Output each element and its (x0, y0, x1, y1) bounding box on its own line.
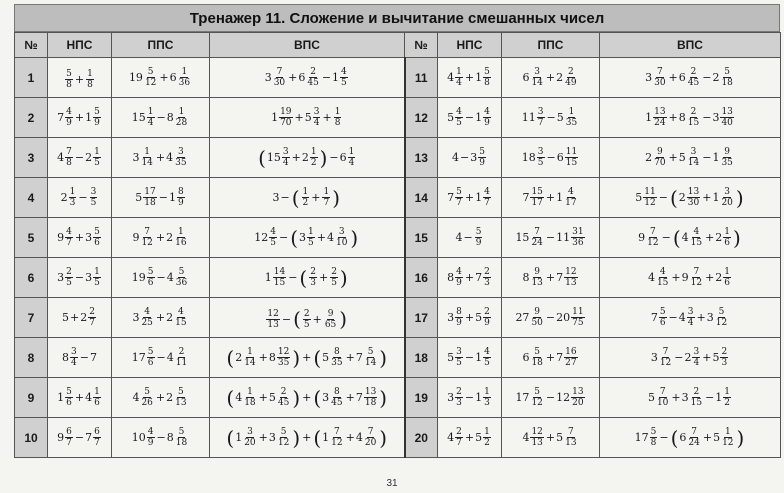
expression-pps: 3 1 14 + 4 3 35 (112, 138, 210, 178)
expression-pps: 3 4 25 + 2 4 15 (112, 298, 210, 338)
exercise-number: 7 (15, 298, 48, 338)
expression-vps: ( 15 3 4 + 2 1 2 ) − 6 1 4 (210, 138, 405, 178)
expression-nps: 5 3 5 − 1 4 5 (438, 338, 502, 378)
expression-vps: 12 13 − ( 2 5 + $\frac{9}{65}$ ) (210, 298, 405, 338)
expression-nps: 9 4 7 + 3 5 6 (48, 218, 112, 258)
expression-vps: 1 14 15 − ( 2 3 + $\frac{2}{5}$ ) (210, 258, 405, 298)
expression-vps: 12 4 5 − ( 3 1 5 + 4 3 10 ) (210, 218, 405, 258)
exercise-number: 20 (405, 418, 438, 458)
exercise-number: 5 (15, 218, 48, 258)
expression-nps: 7 5 7 + 1 4 7 (438, 178, 502, 218)
table-row (15, 218, 781, 258)
expression-vps: 1 13 24 + 8 2 15 − 3 13 40 (600, 98, 781, 138)
page-number: 31 (386, 478, 398, 489)
expression-nps: 8 3 4 − 7 (48, 338, 112, 378)
header-vps-left: ВПС (210, 33, 405, 58)
expression-pps: 6 3 14 + 2 2 49 (502, 58, 600, 98)
header-pps-right: ППС (502, 33, 600, 58)
expression-nps: 4 1 4 + 1 5 8 (438, 58, 502, 98)
exercise-number: 16 (405, 258, 438, 298)
expression-nps: 4 − 3 5 9 (438, 138, 502, 178)
table-row (15, 418, 781, 458)
expression-vps: 5 7 10 + 3 2 15 − 1 1 2 (600, 378, 781, 418)
expression-pps: 15 7 24 − 11 31 36 (502, 218, 600, 258)
expression-vps: ( 4 1 18 + 5 2 45 ) + ( 3 8 45 + 7 13 18 ) (210, 378, 405, 418)
exercise-number: 17 (405, 298, 438, 338)
table-row (15, 98, 781, 138)
expression-nps: 3 8 9 + 5 2 9 (438, 298, 502, 338)
expression-nps: 4 7 8 − 2 1 5 (48, 138, 112, 178)
exercise-number: 18 (405, 338, 438, 378)
expression-vps: 3 7 30 + 6 2 45 − 2 5 18 (600, 58, 781, 98)
expression-nps: 1 5 6 + 4 1 6 (48, 378, 112, 418)
header-num-left: № (15, 33, 48, 58)
expression-pps: 4 12 13 + 5 7 13 (502, 418, 600, 458)
page-title: Тренажер 11. Сложение и вычитание смешанных чисел (14, 4, 780, 32)
expression-vps: 2 9 70 + 5 3 14 − 1 9 35 (600, 138, 781, 178)
expression-vps: 3 − ( 1 2 + $\frac{1}{7}$ ) (210, 178, 405, 218)
expression-vps: ( 2 1 14 + 8 12 35 ) + ( 5 8 35 + 7 5 14 ) (210, 338, 405, 378)
exercise-number: 4 (15, 178, 48, 218)
table-row (15, 138, 781, 178)
expression-vps: 17 5 8 − ( 6 7 24 + 5 1 12 ) (600, 418, 781, 458)
expression-pps: 8 9 13 + 7 12 13 (502, 258, 600, 298)
expression-pps: 17 5 12 − 12 13 20 (502, 378, 600, 418)
expression-nps: 4 2 7 + 5 1 2 (438, 418, 502, 458)
exercise-number: 12 (405, 98, 438, 138)
expression-nps: 3 2 5 − 3 1 5 (48, 258, 112, 298)
exercise-number: 8 (15, 338, 48, 378)
expression-vps: 5 11 12 − ( 2 13 30 + 1 3 20 ) (600, 178, 781, 218)
exercise-number: 10 (15, 418, 48, 458)
expression-pps: 27 9 50 − 20 11 75 (502, 298, 600, 338)
header-pps-left: ППС (112, 33, 210, 58)
expression-vps: 3 7 12 − 2 3 4 + 5 2 3 (600, 338, 781, 378)
expression-pps: 11 3 7 − 5 1 35 (502, 98, 600, 138)
expression-vps: 3 7 30 + 6 2 45 − 1 4 5 (210, 58, 405, 98)
exercise-number: 13 (405, 138, 438, 178)
expression-nps: 2 1 3 − $\frac{3}{5}$ (48, 178, 112, 218)
header-row (15, 33, 781, 58)
exercise-number: 19 (405, 378, 438, 418)
expression-pps: 19 5 6 − 4 5 36 (112, 258, 210, 298)
expression-vps: 1 19 70 + 5 3 4 + $\frac{1}{8}$ (210, 98, 405, 138)
expression-pps: 17 5 6 − 4 2 11 (112, 338, 210, 378)
table-row (15, 378, 781, 418)
exercise-number: 9 (15, 378, 48, 418)
expression-vps: 4 4 15 + 9 7 12 + 2 1 6 (600, 258, 781, 298)
expression-vps: 9 7 12 − ( 4 4 15 + 2 1 6 ) (600, 218, 781, 258)
table-row (15, 298, 781, 338)
header-nps-right: НПС (438, 33, 502, 58)
header-num-right: № (405, 33, 438, 58)
header-vps-right: ВПС (600, 33, 781, 58)
expression-nps: 9 6 7 − 7 6 7 (48, 418, 112, 458)
table-row (15, 258, 781, 298)
table-row (15, 338, 781, 378)
expression-pps: 7 15 17 + 1 4 17 (502, 178, 600, 218)
expression-nps: 5 8 + $\frac{1}{8}$ (48, 58, 112, 98)
exercise-number: 14 (405, 178, 438, 218)
expression-pps: 15 1 4 − 8 1 28 (112, 98, 210, 138)
expression-vps: 7 5 6 − 4 3 4 + 3 5 12 (600, 298, 781, 338)
expression-pps: 6 5 18 + 7 16 27 (502, 338, 600, 378)
exercise-number: 1 (15, 58, 48, 98)
expression-pps: 10 4 9 − 8 5 18 (112, 418, 210, 458)
expression-pps: 18 3 5 − 6 11 15 (502, 138, 600, 178)
exercise-number: 3 (15, 138, 48, 178)
expression-nps: 4 − $\frac{5}{9}$ (438, 218, 502, 258)
expression-pps: 5 17 18 − 1 8 9 (112, 178, 210, 218)
table-row (15, 178, 781, 218)
expression-pps: 4 5 26 + 2 5 13 (112, 378, 210, 418)
expression-pps: 19 5 12 + 6 1 36 (112, 58, 210, 98)
exercise-number: 6 (15, 258, 48, 298)
expression-nps: 5 + 2 2 7 (48, 298, 112, 338)
exercise-number: 11 (405, 58, 438, 98)
exercise-number: 15 (405, 218, 438, 258)
expression-vps: ( 1 3 20 + 3 5 12 ) + ( 1 7 12 + 4 7 20 ) (210, 418, 405, 458)
expression-nps: 7 4 9 + 1 5 9 (48, 98, 112, 138)
exercise-number: 2 (15, 98, 48, 138)
expression-nps: 3 2 3 − 1 1 3 (438, 378, 502, 418)
expression-nps: 5 4 5 − 1 4 9 (438, 98, 502, 138)
exercise-table (14, 32, 781, 458)
header-nps-left: НПС (48, 33, 112, 58)
table-row (15, 58, 781, 98)
expression-pps: 9 7 12 + 2 1 16 (112, 218, 210, 258)
expression-nps: 8 4 9 + 7 2 3 (438, 258, 502, 298)
